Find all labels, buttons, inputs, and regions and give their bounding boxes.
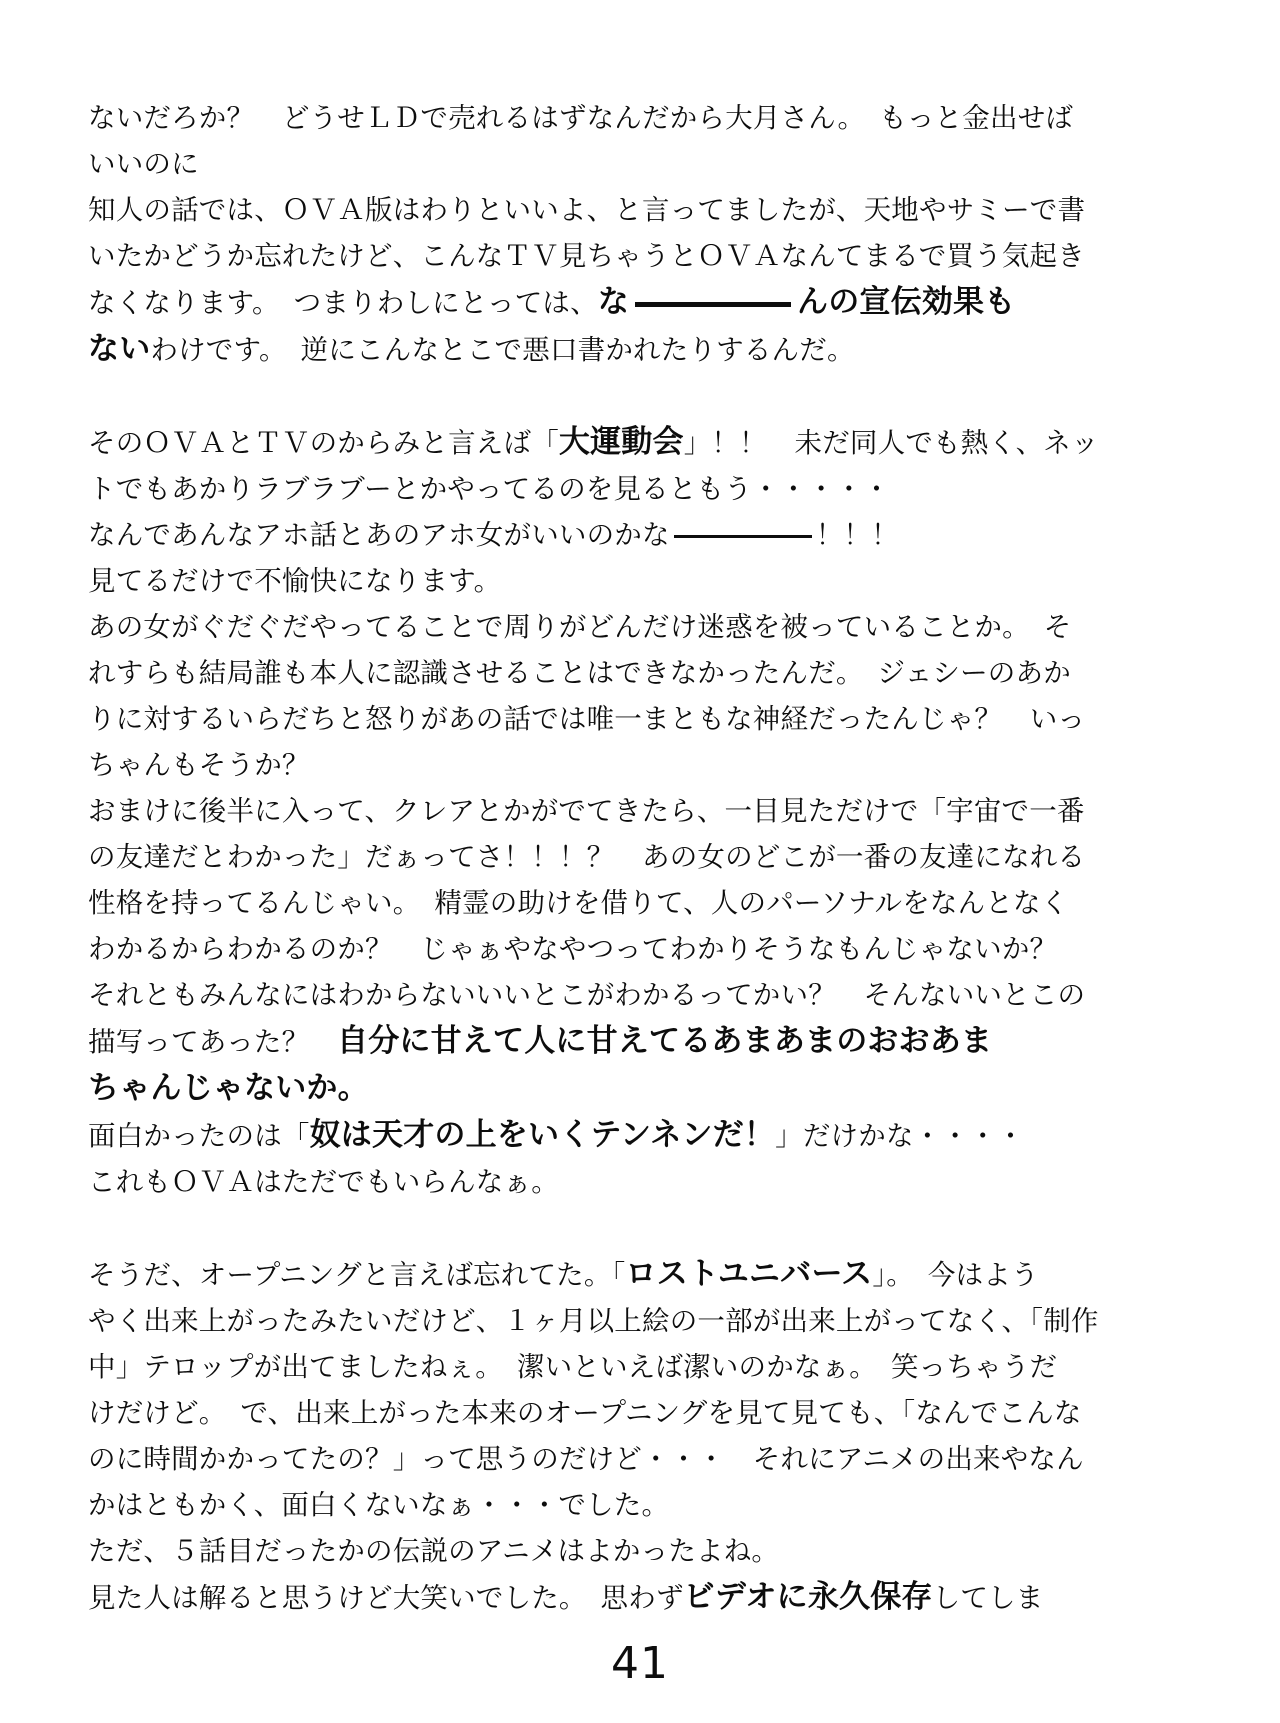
text-run: れすらも結局誰も本人に認識させることはできなかったんだ。 ジェシーのあか xyxy=(88,657,1071,689)
text-line xyxy=(88,1574,1192,1621)
paragraph-gap xyxy=(88,1205,1192,1251)
text-line xyxy=(88,1528,1192,1574)
text-run: 面白かったのは「 xyxy=(88,1120,310,1152)
text-run: ちゃんじゃないか。 xyxy=(88,1070,369,1106)
text-line xyxy=(88,279,1192,326)
text-line xyxy=(88,1390,1192,1436)
text-run: なくなります。 つまりわしにとっては、 xyxy=(88,287,598,319)
text-run: ただ、５話目だったかの伝説のアニメはよかったよね。 xyxy=(88,1535,780,1567)
page-number: 41 xyxy=(611,1638,669,1689)
text-run: 」。 今はよう xyxy=(872,1259,1039,1291)
text-line xyxy=(88,1018,1192,1065)
text-run: やく出来上がったみたいだけど、１ヶ月以上絵の一部が出来上がってなく、「制作 xyxy=(88,1305,1099,1337)
text-run: 大運動会 xyxy=(558,424,684,460)
text-run: トでもあかりラブラブーとかやってるのを見るともう・・・・・ xyxy=(88,473,891,505)
text-run: 性格を持ってるんじゃい。 精霊の助けを借りて、人のパーソナルをなんとなく xyxy=(88,887,1069,919)
text-line xyxy=(88,604,1192,650)
text-block xyxy=(88,95,1192,373)
text-run: ！！！ xyxy=(815,519,899,551)
text-line xyxy=(88,972,1192,1018)
text-line xyxy=(88,558,1192,604)
text-run: 」だけかな・・・・ xyxy=(775,1120,1025,1152)
text-run: 奴は天才の上をいくテンネンだ！ xyxy=(309,1117,776,1153)
text-line xyxy=(88,742,1192,788)
text-run: あの女がぐだぐだやってることで周りがどんだけ迷惑を被っていることか。 そ xyxy=(88,611,1072,643)
horizontal-rule-glyph xyxy=(629,291,797,317)
text-line xyxy=(88,1482,1192,1528)
page-text-body xyxy=(88,95,1192,1621)
text-run: の友達だとわかった」だぁってさ！！！？ あの女のどこが一番の友達になれる xyxy=(88,841,1086,873)
text-line xyxy=(88,788,1192,834)
text-line xyxy=(88,141,1192,187)
text-line xyxy=(88,1344,1192,1390)
text-line xyxy=(88,326,1192,373)
text-run: ない xyxy=(88,331,151,367)
text-run: してしま xyxy=(932,1582,1044,1614)
text-run: んの宣伝効果も xyxy=(797,284,1016,320)
text-line xyxy=(88,512,1192,558)
text-block xyxy=(88,1251,1192,1621)
text-line xyxy=(88,650,1192,696)
text-run: 知人の話では、ＯＶＡ版はわりといいよ、と言ってましたが、天地やサミーで書 xyxy=(88,194,1086,226)
text-line xyxy=(88,187,1192,233)
text-run: 描写ってあった？ xyxy=(88,1026,338,1058)
text-line xyxy=(88,95,1192,141)
text-run: そのＯＶＡとＴＶのからみと言えば「 xyxy=(88,427,559,459)
text-line xyxy=(88,696,1192,742)
text-line xyxy=(88,1436,1192,1482)
text-run: ロストユニバース xyxy=(625,1256,873,1292)
text-run: 自分に甘えて人に甘えてるあまあまのおおあま xyxy=(337,1023,993,1059)
text-run: ないだろか？ どうせＬＤで売れるはずなんだから大月さん。 もっと金出せば xyxy=(88,102,1074,134)
text-run: 見た人は解ると思うけど大笑いでした。 思わず xyxy=(88,1582,684,1614)
text-line xyxy=(88,880,1192,926)
text-run: これもＯＶＡはただでもいらんなぁ。 xyxy=(88,1166,559,1198)
text-line xyxy=(88,1298,1192,1344)
text-line xyxy=(88,466,1192,512)
horizontal-rule-glyph xyxy=(670,525,816,547)
text-run: ビデオに永久保存 xyxy=(683,1579,933,1615)
text-run: わけです。 逆にこんなとこで悪口書かれたりするんだ。 xyxy=(150,334,855,366)
text-run: な xyxy=(597,284,630,320)
text-run: わかるからわかるのか？ じゃぁやなやつってわかりそうなもんじゃないか？ xyxy=(88,933,1058,965)
text-run: いたかどうか忘れたけど、こんなＴＶ見ちゃうとＯＶＡなんてまるで買う気起き xyxy=(88,240,1085,272)
text-run: ちゃんもそうか？ xyxy=(88,749,310,781)
text-line xyxy=(88,926,1192,972)
text-line xyxy=(88,1251,1192,1298)
text-run: そうだ、オープニングと言えば忘れてた。「 xyxy=(88,1259,626,1291)
text-run: のに時間かかってたの？」って思うのだけど・・・ それにアニメの出来やなん xyxy=(88,1443,1084,1475)
text-run: りに対するいらだちと怒りがあの話では唯一まともな神経だったんじゃ？ いっ xyxy=(88,703,1086,735)
text-line xyxy=(88,1112,1192,1159)
text-run: いいのに xyxy=(88,148,199,180)
text-run: 中」テロップが出てましたねぇ。 潔いといえば潔いのかなぁ。 笑っちゃうだ xyxy=(88,1351,1058,1383)
text-run: 」！！ 未だ同人でも熱く、ネッ xyxy=(683,427,1099,459)
text-run: それともみんなにはわからないいいとこがわかるってかい？ そんないいとこの xyxy=(88,979,1086,1011)
text-block xyxy=(88,419,1192,1205)
text-line xyxy=(88,834,1192,880)
text-run: おまけに後半に入って、クレアとかがでてきたら、一目見ただけで「宇宙で一番 xyxy=(88,795,1085,827)
text-run: 見てるだけで不愉快になります。 xyxy=(88,565,502,597)
text-line xyxy=(88,1065,1192,1112)
paragraph-gap xyxy=(88,373,1192,419)
text-line xyxy=(88,419,1192,466)
text-line xyxy=(88,233,1192,279)
text-line xyxy=(88,1159,1192,1205)
text-run: かはともかく、面白くないなぁ・・・でした。 xyxy=(88,1489,670,1521)
text-run: けだけど。 で、出来上がった本来のオープニングを見て見ても、「なんでこんな xyxy=(88,1397,1082,1429)
text-run: なんであんなアホ話とあのアホ女がいいのかな xyxy=(88,519,670,551)
